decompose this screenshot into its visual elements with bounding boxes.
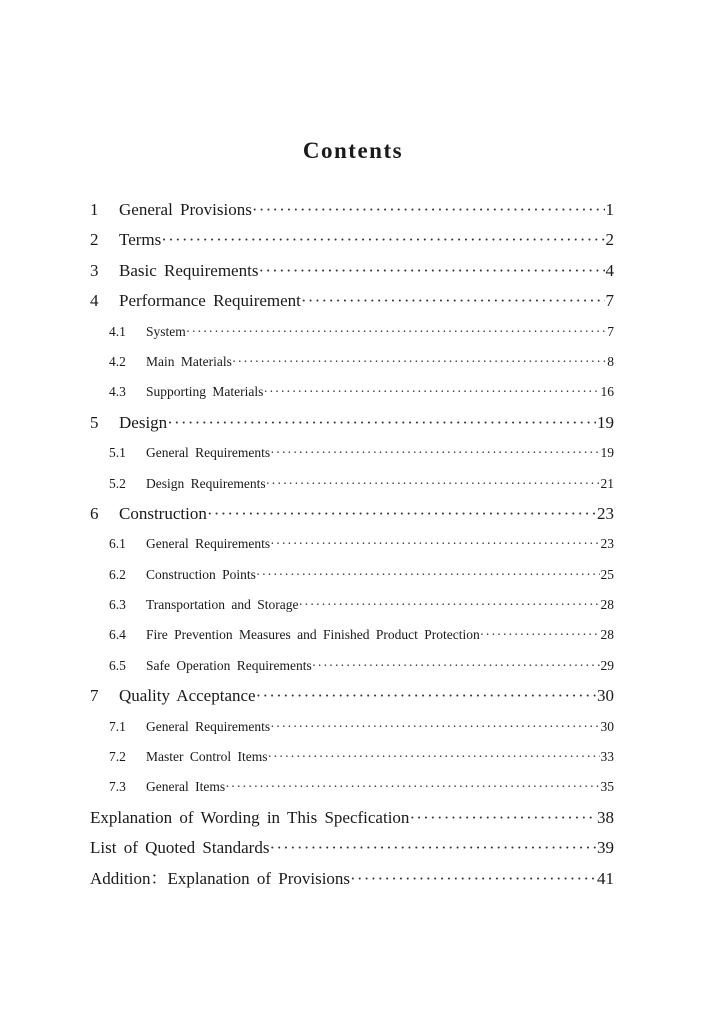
- toc-dot-leader: [270, 438, 599, 468]
- toc-entry[interactable]: [90, 469, 614, 499]
- toc-entry-title: Explanation of Wording in This Specfication: [90, 807, 410, 827]
- toc-entry-title: General Requirements: [146, 536, 271, 552]
- toc-entry-title: Supporting Materials: [146, 384, 264, 400]
- toc-entry-number: 4.3: [109, 384, 126, 400]
- toc-entry-number: 1: [90, 200, 99, 219]
- toc-entry-title: Construction: [119, 503, 207, 523]
- toc-entry-title: Quality Acceptance: [119, 686, 256, 706]
- toc-entry-title: List of Quoted Standards: [90, 838, 270, 858]
- toc-dot-leader: [298, 590, 599, 620]
- toc-dot-leader: [350, 864, 596, 894]
- toc-entry-number: 6.5: [109, 657, 126, 673]
- toc-entry-page: 23: [600, 536, 614, 552]
- toc-entry[interactable]: [90, 590, 614, 620]
- toc-entry-title: Terms: [119, 230, 162, 250]
- toc-dot-leader: [167, 408, 596, 438]
- toc-dot-leader: [252, 195, 605, 225]
- toc-entry[interactable]: [90, 651, 614, 681]
- toc-entry-page: 35: [600, 779, 614, 795]
- toc-entry-page: 30: [597, 686, 614, 706]
- toc-entry-page: 23: [597, 503, 614, 523]
- toc-entry-page: 28: [600, 597, 614, 613]
- toc-dot-leader: [267, 742, 599, 772]
- toc-entry[interactable]: [90, 833, 614, 863]
- toc-entry-title: Construction Points: [146, 566, 256, 582]
- toc-entry-number: 6.3: [109, 597, 126, 613]
- toc-entry-number: 7: [90, 686, 99, 706]
- toc-entry-title: Addition：Explanation of Provisions: [90, 868, 351, 888]
- toc-entry-title: General Requirements: [146, 718, 271, 734]
- toc-entry-page: 7: [605, 291, 614, 311]
- toc-entry-title: General Items: [146, 779, 226, 795]
- table-of-contents: [90, 195, 614, 894]
- toc-entry-page: 19: [597, 412, 614, 432]
- toc-entry-number: 6.4: [109, 627, 126, 643]
- toc-entry-title: System: [146, 323, 186, 339]
- toc-entry[interactable]: [90, 377, 614, 407]
- toc-entry-title: Fire Prevention Measures and Finished Product Protection: [146, 627, 480, 643]
- toc-dot-leader: [409, 803, 596, 833]
- page-title: Contents: [302, 138, 404, 163]
- toc-entry-number: 6.1: [109, 536, 126, 552]
- toc-entry-title: Safe Operation Requirements: [146, 657, 312, 673]
- toc-dot-leader: [207, 499, 596, 529]
- toc-entry-page: 16: [600, 384, 614, 400]
- toc-dot-leader: [258, 256, 604, 286]
- toc-entry[interactable]: [90, 803, 614, 833]
- toc-entry[interactable]: [90, 620, 614, 650]
- toc-dot-leader: [480, 620, 600, 650]
- toc-entry-page: 19: [600, 445, 614, 461]
- toc-dot-leader: [225, 772, 599, 802]
- toc-entry[interactable]: [90, 742, 614, 772]
- toc-entry-page: 1: [605, 200, 614, 219]
- toc-entry-number: 6: [90, 503, 99, 523]
- toc-entry[interactable]: [90, 225, 614, 255]
- toc-entry-title: Basic Requirements: [119, 260, 259, 280]
- toc-dot-leader: [161, 225, 604, 255]
- toc-entry[interactable]: [90, 712, 614, 742]
- toc-entry-page: 41: [597, 868, 614, 888]
- toc-entry-page: 2: [605, 230, 614, 250]
- toc-entry-number: 7.3: [109, 779, 126, 795]
- toc-entry-number: 6.2: [109, 566, 126, 582]
- toc-entry-title: Transportation and Storage: [146, 597, 299, 613]
- toc-dot-leader: [312, 651, 600, 681]
- toc-entry[interactable]: [90, 256, 614, 286]
- toc-entry-page: 28: [600, 627, 614, 643]
- toc-entry-page: 30: [600, 718, 614, 734]
- toc-entry-page: 25: [600, 566, 614, 582]
- toc-entry-page: 21: [600, 475, 614, 491]
- toc-entry-page: 33: [600, 749, 614, 765]
- toc-entry-number: 2: [90, 230, 99, 250]
- toc-entry[interactable]: [90, 529, 614, 559]
- toc-entry[interactable]: [90, 499, 614, 529]
- toc-dot-leader: [266, 469, 600, 499]
- toc-entry-title: Design Requirements: [146, 475, 266, 491]
- toc-entry-title: General Requirements: [146, 445, 271, 461]
- toc-entry[interactable]: [90, 195, 614, 225]
- toc-entry-title: Main Materials: [146, 353, 232, 369]
- toc-entry-number: 5.1: [109, 445, 126, 461]
- toc-dot-leader: [186, 317, 606, 347]
- toc-entry-title: Performance Requirement: [119, 291, 301, 311]
- toc-entry-number: 3: [90, 260, 99, 280]
- toc-entry[interactable]: [90, 681, 614, 711]
- toc-entry[interactable]: [90, 347, 614, 377]
- toc-entry-number: 4.2: [109, 353, 126, 369]
- toc-entry-title: General Provisions: [119, 200, 252, 219]
- toc-dot-leader: [270, 529, 599, 559]
- toc-entry[interactable]: [90, 317, 614, 347]
- toc-entry-page: 8: [607, 353, 614, 369]
- toc-dot-leader: [269, 833, 596, 863]
- toc-entry-title: Design: [119, 412, 168, 432]
- toc-entry-number: 5: [90, 412, 99, 432]
- toc-entry-number: 5.2: [109, 475, 126, 491]
- toc-entry-page: 29: [600, 657, 614, 673]
- toc-entry[interactable]: [90, 408, 614, 438]
- toc-entry-page: 38: [597, 807, 614, 827]
- toc-entry-title: Master Control Items: [146, 749, 268, 765]
- toc-dot-leader: [301, 286, 605, 316]
- toc-entry-number: 4.1: [109, 323, 126, 339]
- toc-dot-leader: [263, 377, 599, 407]
- toc-entry-page: 39: [597, 838, 614, 858]
- toc-dot-leader: [232, 347, 606, 377]
- toc-dot-leader: [256, 681, 596, 711]
- toc-entry-number: 4: [90, 291, 99, 311]
- toc-entry[interactable]: [90, 286, 614, 316]
- toc-dot-leader: [256, 560, 600, 590]
- toc-entry-page: 7: [607, 323, 614, 339]
- toc-entry-page: 4: [605, 260, 614, 280]
- toc-entry[interactable]: [90, 772, 614, 802]
- toc-dot-leader: [270, 712, 599, 742]
- toc-entry-number: 7.2: [109, 749, 126, 765]
- toc-entry[interactable]: [90, 560, 614, 590]
- toc-entry-number: 7.1: [109, 718, 126, 734]
- toc-entry[interactable]: [90, 864, 614, 894]
- toc-entry[interactable]: [90, 438, 614, 468]
